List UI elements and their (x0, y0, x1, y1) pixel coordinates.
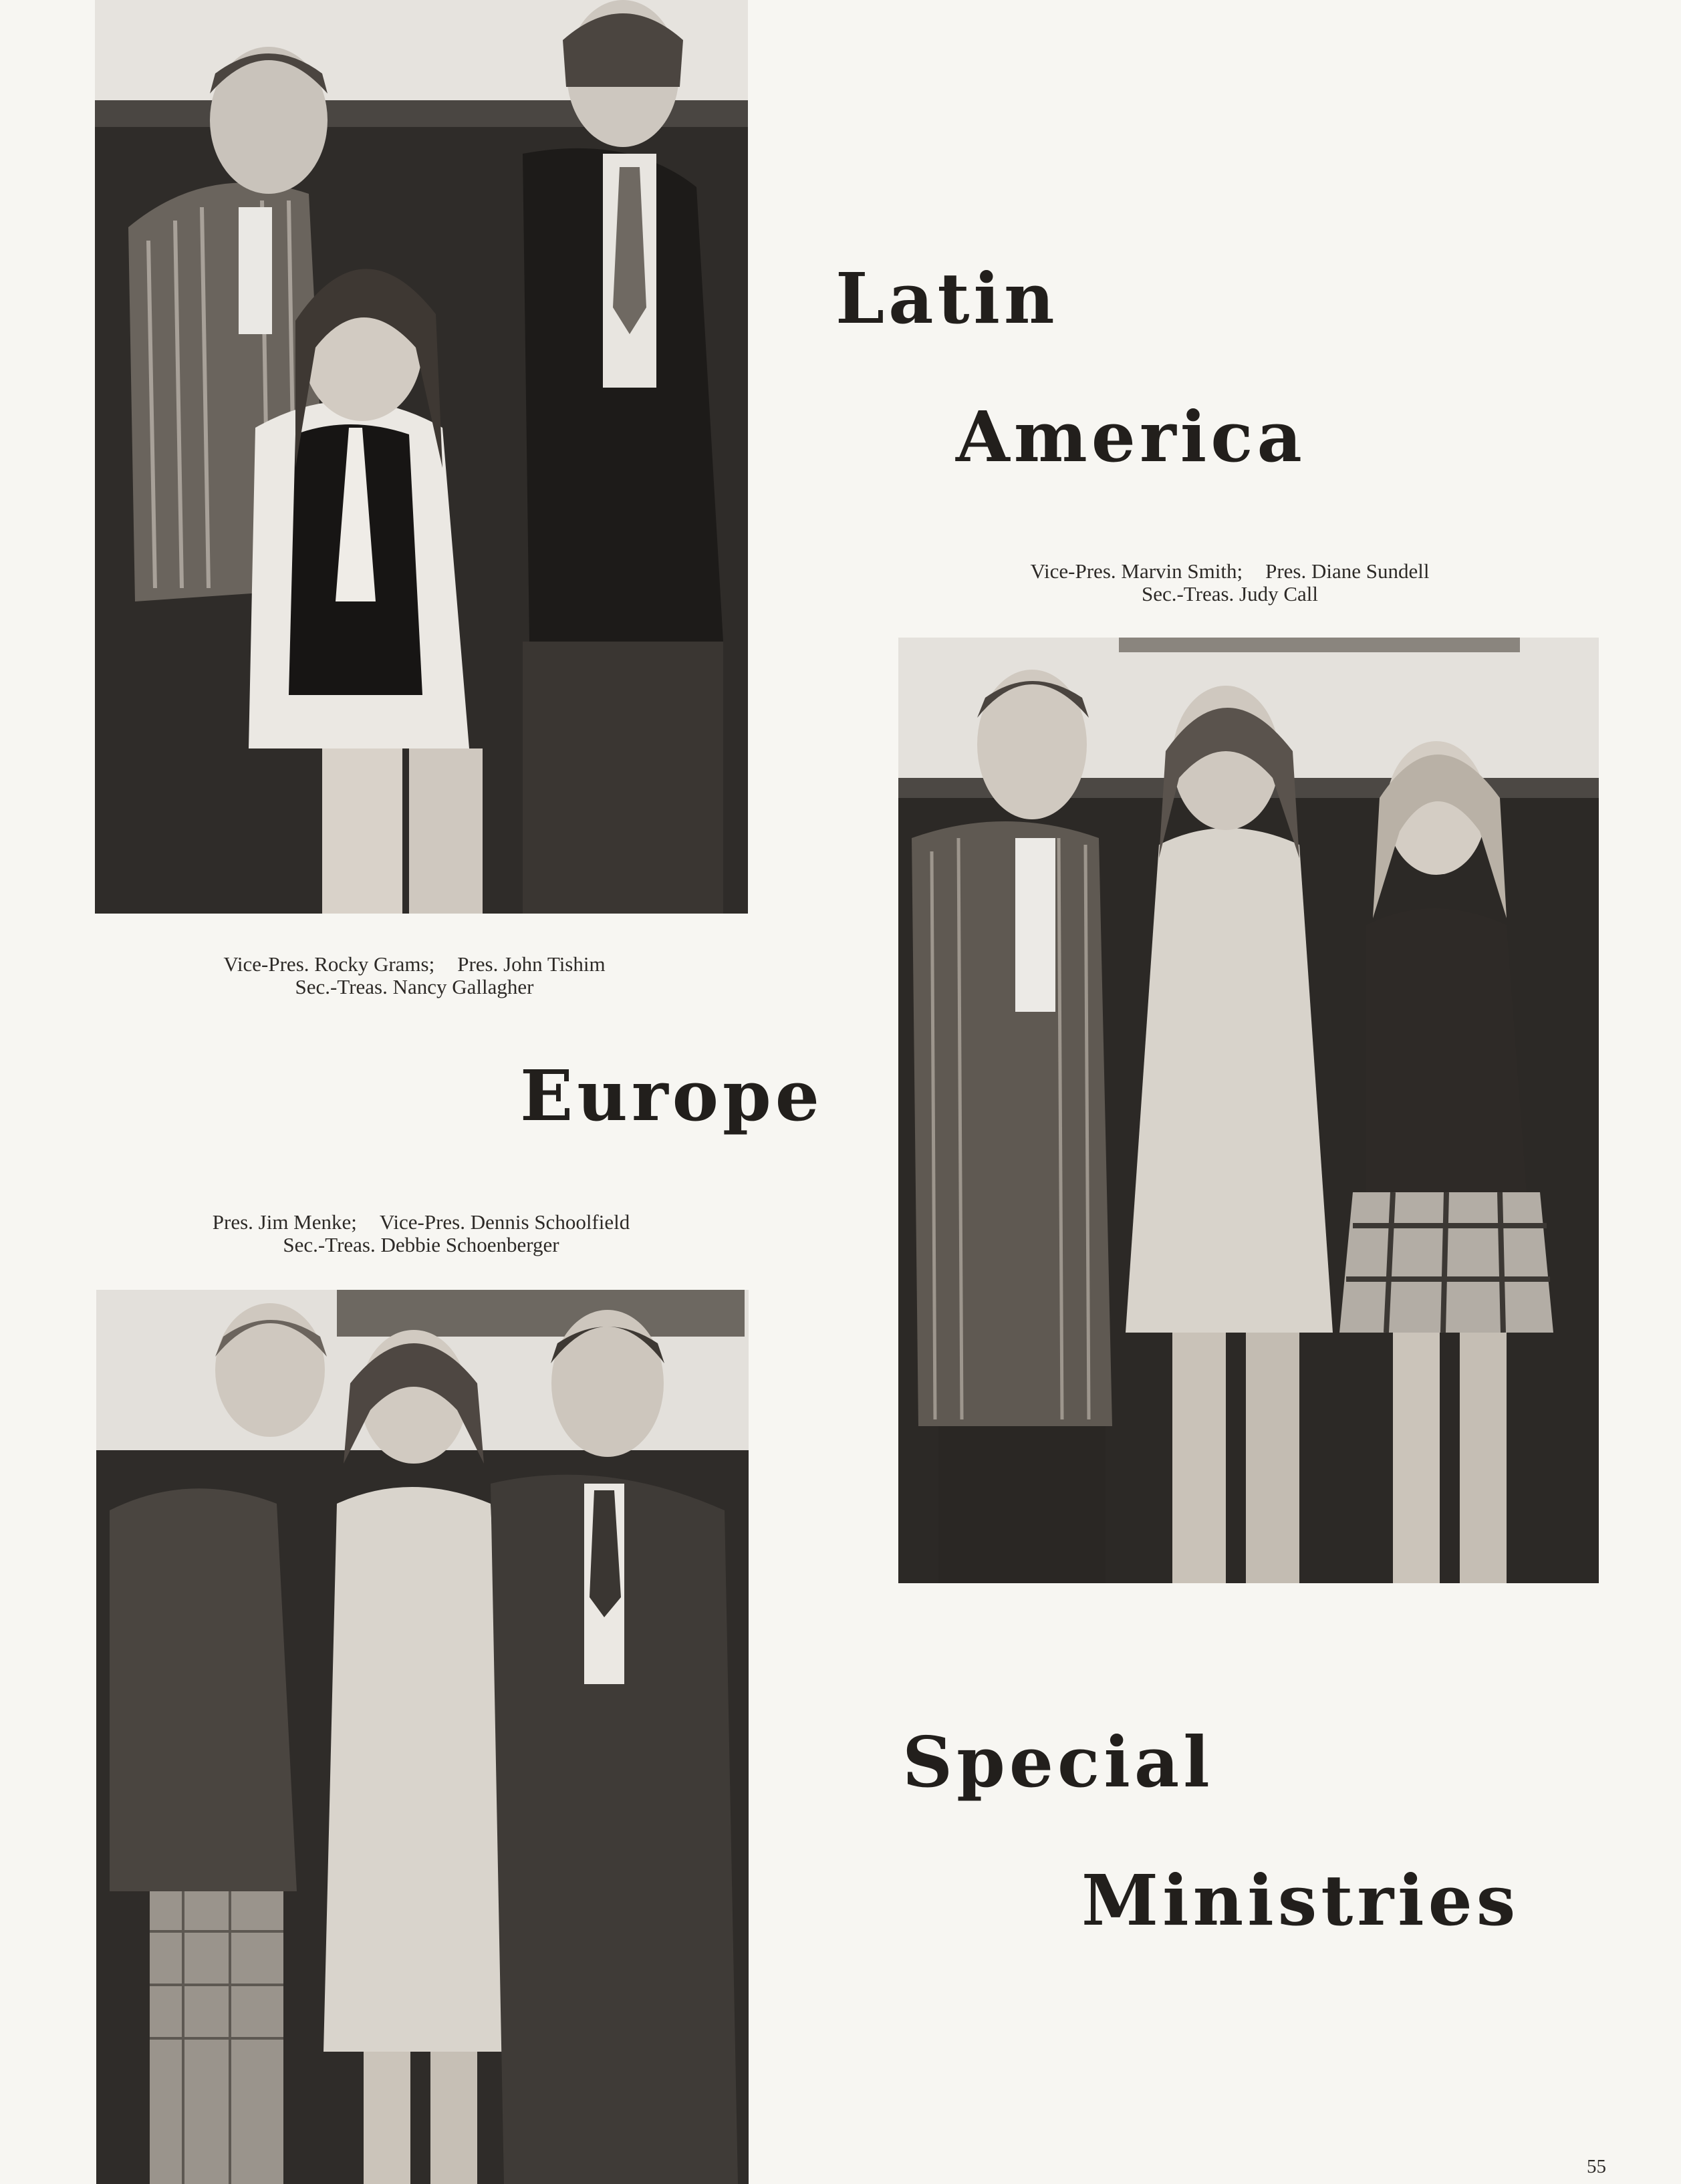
ministries-heading (1081, 1859, 1519, 1941)
ministries-heading-text: Ministries (1081, 1859, 1520, 1941)
page-number: 55 (1587, 2156, 1606, 2177)
latin-america-caption-line1 (962, 560, 1497, 583)
officer-jim-menke: Pres. Jim Menke; (212, 1210, 357, 1234)
officer-john-tishim: Pres. John Tishim (457, 952, 606, 976)
europe-heading-text: Europe (520, 1055, 823, 1137)
photo-latin-america-group (898, 638, 1599, 1583)
officer-diane-sundell: Pres. Diane Sundell (1265, 559, 1430, 583)
top-left-group-caption (160, 953, 668, 998)
photo-top-left-group (95, 0, 748, 914)
europe-heading (520, 1055, 823, 1137)
europe-caption-line2: Sec.-Treas. Debbie Schoenberger (283, 1233, 559, 1256)
officer-marvin-smith: Vice-Pres. Marvin Smith; (1030, 559, 1243, 583)
top-left-caption-line2: Sec.-Treas. Nancy Gallagher (295, 975, 534, 998)
special-heading-text: Special (902, 1721, 1214, 1803)
latin-heading (835, 257, 1059, 339)
officer-dennis-schoolfield: Vice-Pres. Dennis Schoolfield (379, 1210, 630, 1234)
photo-latin-america-image (898, 638, 1599, 1583)
europe-caption-line1 (154, 1211, 688, 1234)
latin-heading-text: Latin (835, 257, 1059, 339)
photo-europe-image (96, 1290, 749, 2184)
special-heading (902, 1721, 1214, 1803)
officer-rocky-grams: Vice-Pres. Rocky Grams; (223, 952, 435, 976)
america-heading-text: America (956, 396, 1306, 478)
photo-europe-group (96, 1290, 749, 2184)
europe-caption (154, 1211, 688, 1256)
america-heading (956, 396, 1306, 478)
top-left-caption-line1 (160, 953, 668, 976)
latin-america-caption (962, 560, 1497, 605)
latin-america-caption-line2: Sec.-Treas. Judy Call (1141, 582, 1319, 605)
photo-top-left-image (95, 0, 748, 914)
